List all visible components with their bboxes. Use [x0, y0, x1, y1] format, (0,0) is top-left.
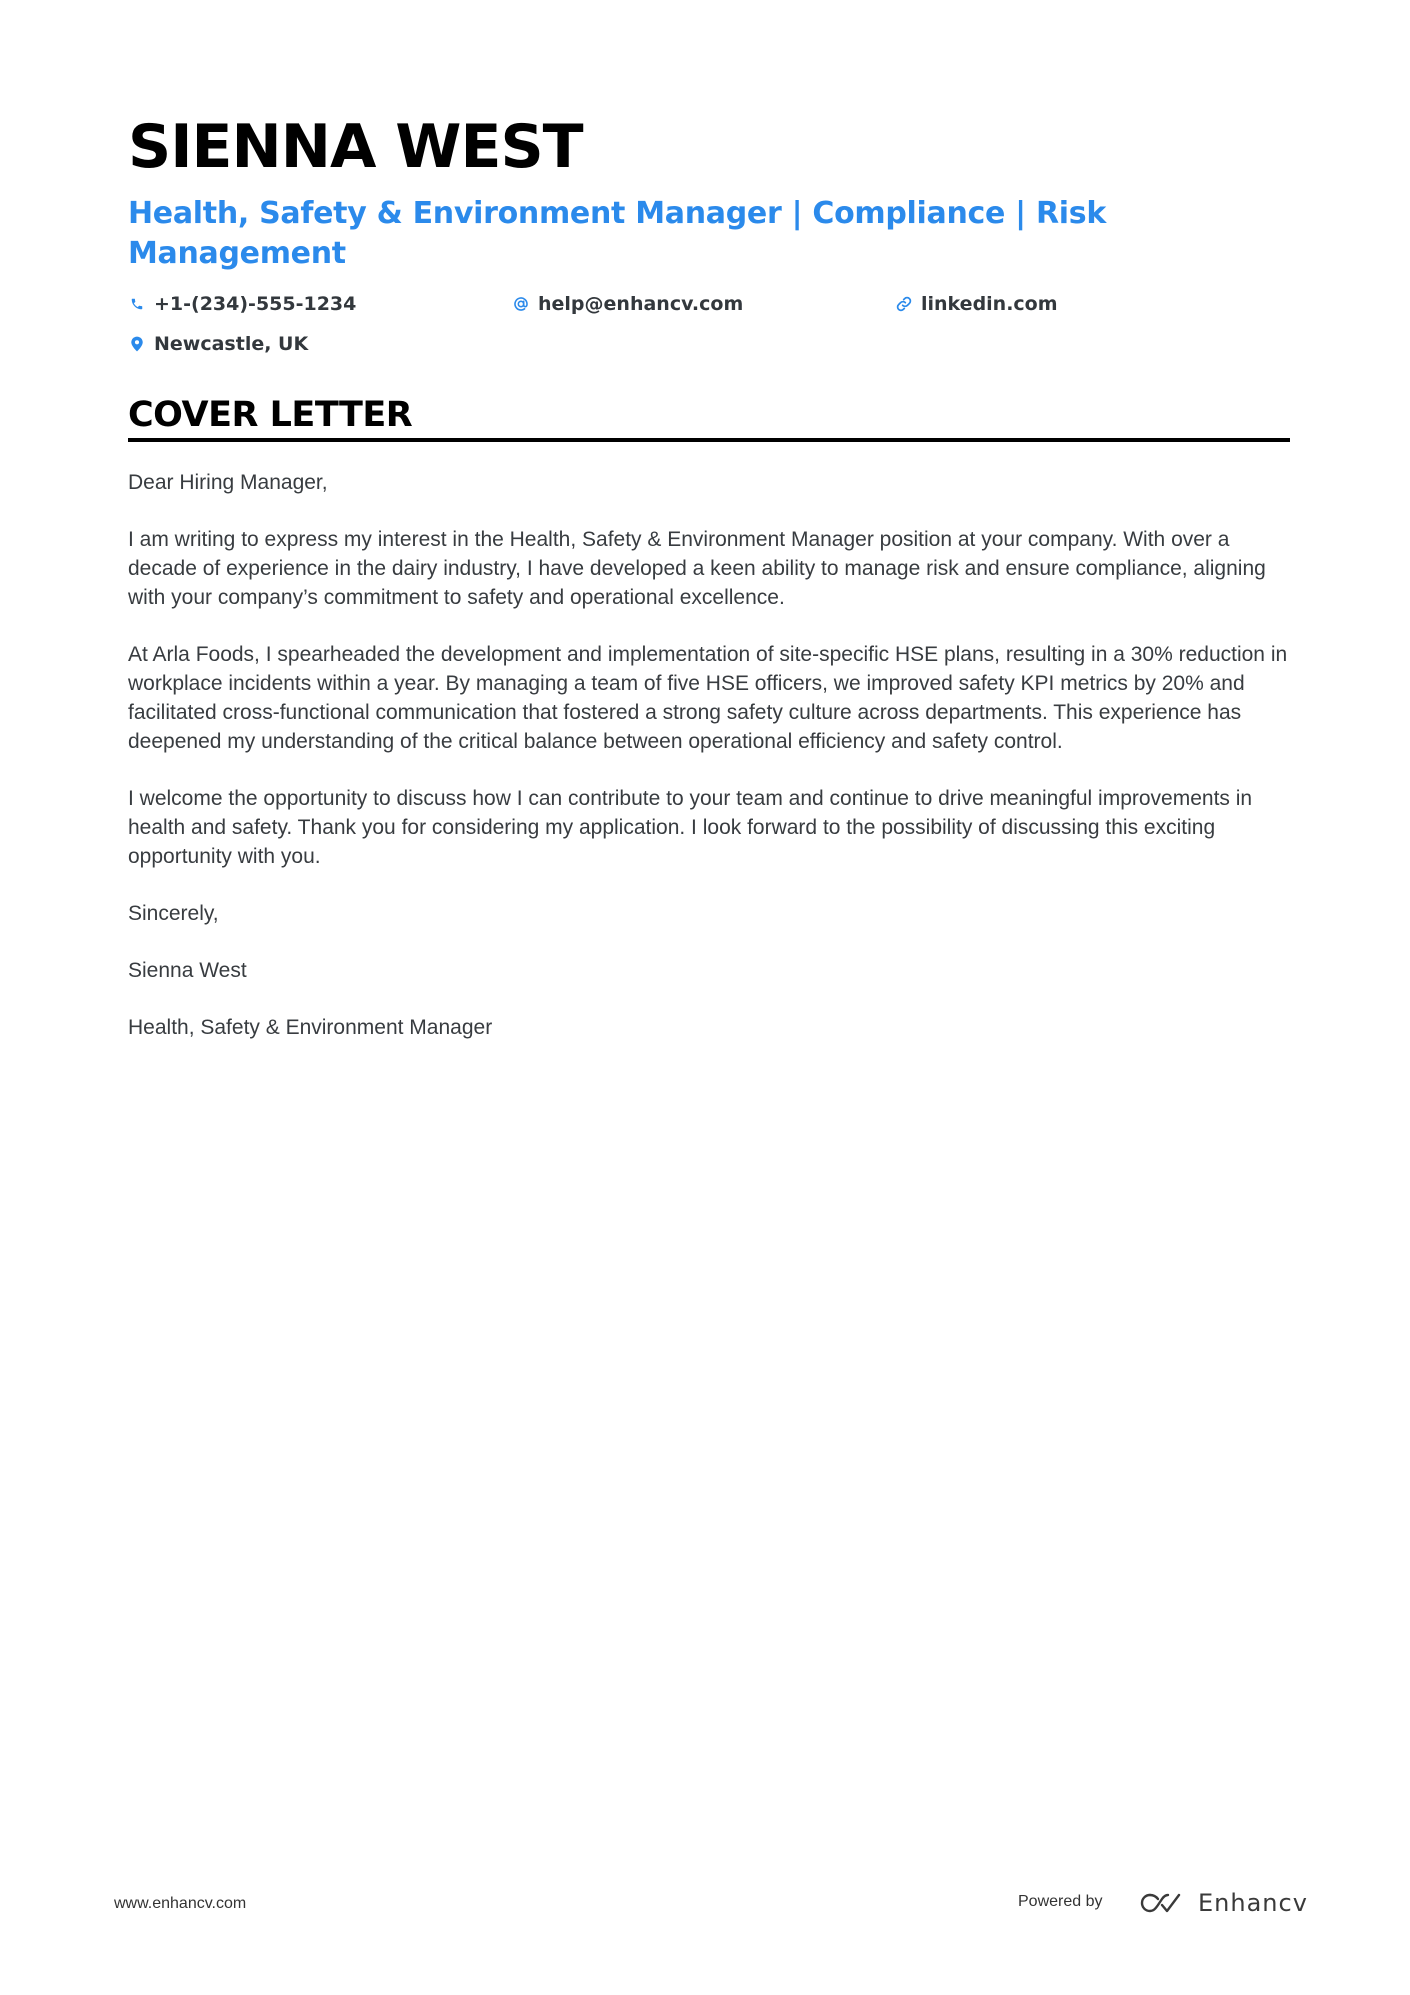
section-divider [128, 438, 1290, 442]
candidate-headline: Health, Safety & Environment Manager | Compliance | Risk Management [128, 196, 1106, 271]
letter-body [128, 468, 1290, 1070]
contact-linkedin[interactable] [895, 290, 1058, 318]
footer-url[interactable]: www.enhancv.com [114, 1895, 247, 1912]
letter-paragraph: I welcome the opportunity to discuss how I can contribute to your team and continue to drive meaningful improvements in health and safety. Thank you for considering my application. I look forward to the possibility of discussing this exciting opportunity with you. [128, 787, 1253, 868]
brand-name: Enhancv [1198, 1889, 1308, 1917]
contact-info [128, 290, 1290, 370]
at-icon [512, 295, 530, 313]
location-text: Newcastle, UK [154, 333, 309, 355]
letter-salutation: Dear Hiring Manager, [128, 471, 328, 494]
link-icon [895, 295, 913, 313]
contact-email[interactable] [512, 290, 743, 318]
powered-by-label: Powered by [1018, 1893, 1103, 1910]
contact-phone [128, 290, 356, 318]
brand-logo[interactable] [1138, 1883, 1308, 1923]
section-title: COVER LETTER [128, 395, 413, 435]
linkedin-text: linkedin.com [921, 293, 1058, 315]
phone-icon [128, 295, 146, 313]
signature-name: Sienna West [128, 959, 247, 982]
signature-title: Health, Safety & Environment Manager [128, 1016, 493, 1039]
map-pin-icon [128, 335, 146, 353]
contact-location [128, 330, 308, 358]
email-text: help@enhancv.com [538, 293, 744, 315]
phone-text: +1-(234)-555-1234 [154, 293, 357, 315]
letter-paragraph: At Arla Foods, I spearheaded the development and implementation of site-specific HSE plans, resulting in a 30% reduction in workplace incidents within a year. By managing a team of five HSE officers, we improved safety KPI metrics by 20% and facilitated cross-functional communication that fostered a strong safety culture across departments. This experience has deepened my understanding of the critical balance between operational efficiency and safety control. [128, 643, 1288, 753]
enhancv-logo-icon [1138, 1889, 1186, 1917]
letter-closing: Sincerely, [128, 902, 219, 925]
resume-header [128, 110, 1290, 370]
letter-paragraph: I am writing to express my interest in the Health, Safety & Environment Manager position at your company. With over a decade of experience in the dairy industry, I have developed a keen ability to manage risk and ensure compliance, aligning with your company’s commitment to safety and operational excellence. [128, 528, 1266, 609]
candidate-name: SIENNA WEST [128, 112, 583, 182]
